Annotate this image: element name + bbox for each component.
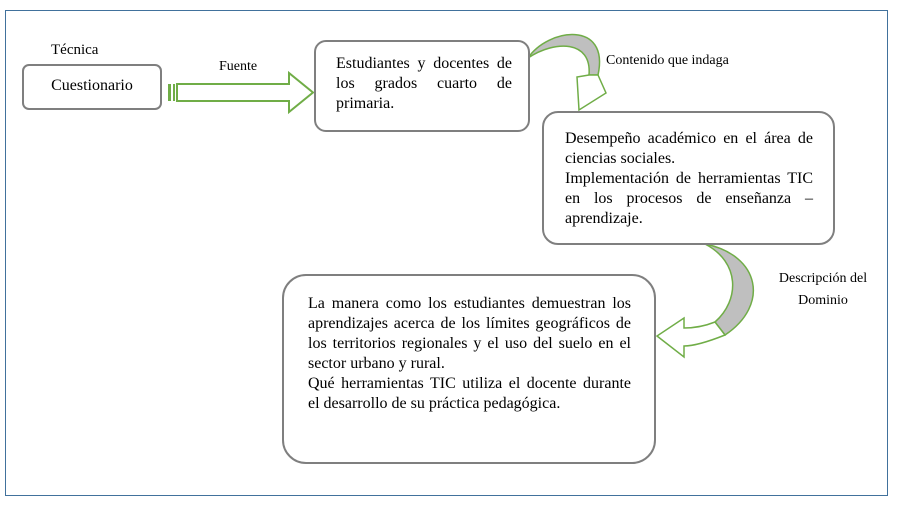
right-block-arrow bbox=[168, 73, 313, 112]
domain-box bbox=[282, 274, 656, 464]
curve-band bbox=[528, 35, 600, 75]
source-box bbox=[314, 40, 530, 132]
source-box-text: Estudiantes y docentes de los grados cuarto de primaria. bbox=[336, 55, 512, 112]
content-label: Contenido que indaga bbox=[606, 53, 729, 68]
curved-arrow-content bbox=[528, 35, 606, 110]
domain-box-item: Qué herramientas TIC utiliza el docente durante el desarrollo de su práctica pedagógica. bbox=[308, 375, 631, 412]
domain-label-line: Descripción del bbox=[778, 271, 868, 286]
content-box-item: Implementación de herramientas TIC en los procesos de enseñanza – aprendizaje. bbox=[565, 170, 813, 227]
arrow-tail-stripe-2 bbox=[173, 84, 175, 101]
content-box-text bbox=[565, 129, 813, 229]
technique-label: Técnica bbox=[51, 42, 99, 58]
curved-arrow-domain bbox=[657, 244, 753, 357]
curve-arrowhead bbox=[657, 318, 725, 357]
curve-arrowhead bbox=[577, 75, 606, 110]
arrow-tail-stripe-1 bbox=[168, 84, 171, 101]
domain-box-item: La manera como los estudiantes demuestran los aprendizajes acerca de los límites geográficos de los territorios regionales y el uso del suelo en el sector urbano y rural. bbox=[308, 295, 631, 372]
curve-band bbox=[705, 244, 753, 335]
domain-box-text bbox=[308, 294, 631, 414]
content-box bbox=[542, 111, 835, 245]
content-box-item: Desempeño académico en el área de ciencias sociales. bbox=[565, 130, 813, 167]
domain-label bbox=[768, 268, 878, 312]
arrow-body bbox=[177, 73, 313, 112]
technique-box bbox=[22, 64, 162, 110]
domain-label-line: Dominio bbox=[798, 293, 848, 308]
technique-box-text: Cuestionario bbox=[51, 77, 133, 94]
source-label: Fuente bbox=[219, 59, 258, 74]
